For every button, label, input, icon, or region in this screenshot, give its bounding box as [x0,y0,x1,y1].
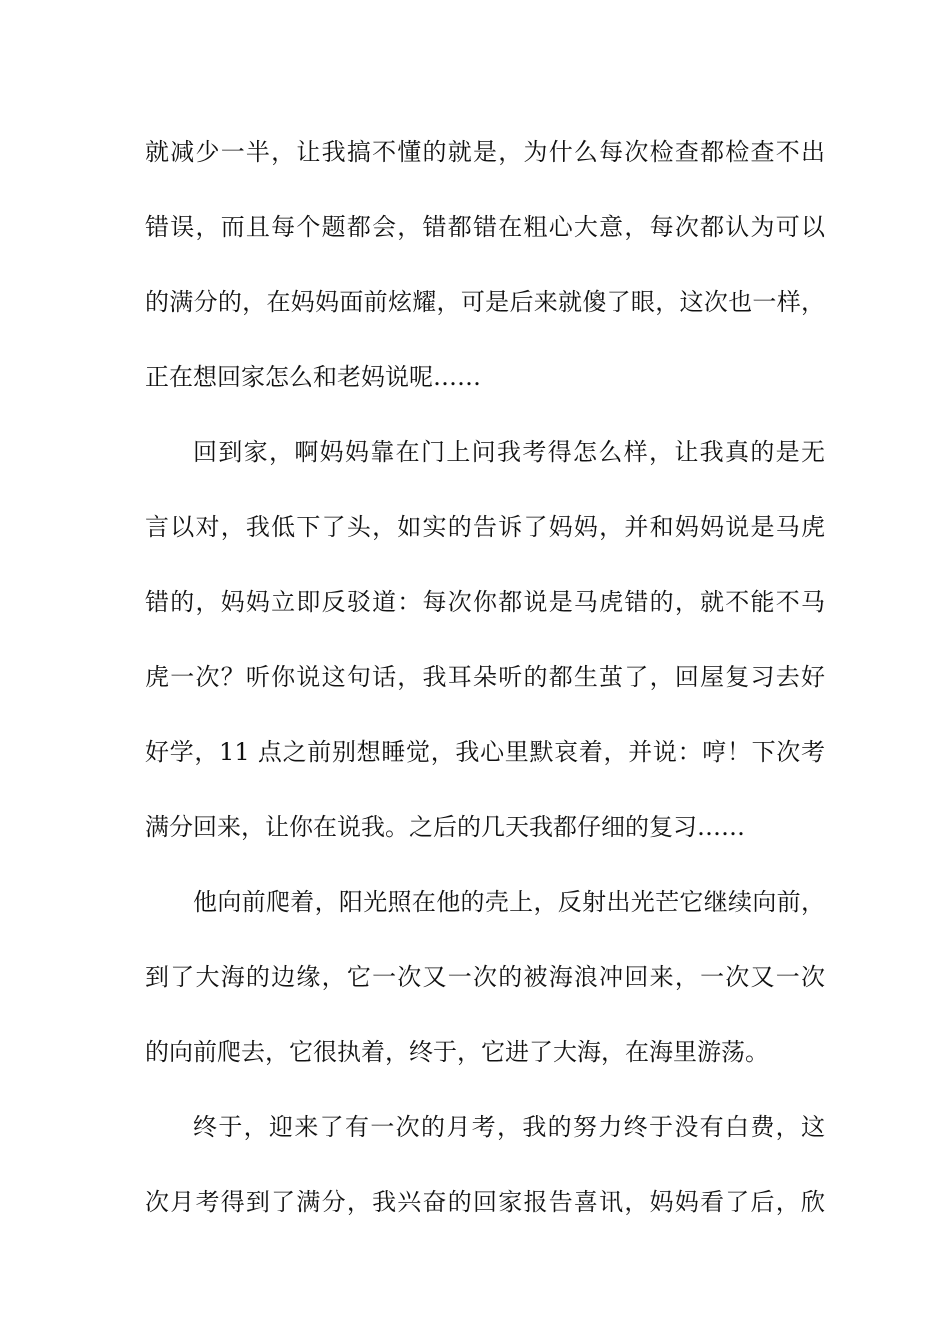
text-line: 正在想回家怎么和老妈说呢…… [145,363,481,391]
text-line: 到了大海的边缘，它一次又一次的被海浪冲回来，一次又一次 [145,963,825,991]
text-line: 好学，11 点之前别想睡觉，我心里默哀着，并说：哼！下次考 [145,738,825,766]
paragraph-first-line: 终于，迎来了有一次的月考，我的努力终于没有白费，这 [193,1113,825,1141]
text-line: 错误，而且每个题都会，错都错在粗心大意，每次都认为可以 [145,213,825,241]
paragraph-first-line: 他向前爬着，阳光照在他的壳上，反射出光芒它继续向前， [193,888,825,916]
text-line: 的满分的，在妈妈面前炫耀，可是后来就傻了眼，这次也一样， [145,288,825,316]
text-line: 虎一次？听你说这句话，我耳朵听的都生茧了，回屋复习去好 [145,663,825,691]
paragraph-first-line: 回到家，啊妈妈靠在门上问我考得怎么样，让我真的是无 [193,438,825,466]
text-line: 错的，妈妈立即反驳道：每次你都说是马虎错的，就不能不马 [145,588,825,616]
text-line: 就减少一半，让我搞不懂的就是，为什么每次检查都检查不出 [145,138,825,166]
text-line: 次月考得到了满分，我兴奋的回家报告喜讯，妈妈看了后，欣 [145,1188,825,1216]
text-line: 言以对，我低下了头，如实的告诉了妈妈，并和妈妈说是马虎 [145,513,825,541]
text-line: 满分回来，让你在说我。之后的几天我都仔细的复习…… [145,813,745,841]
text-line: 的向前爬去，它很执着，终于，它进了大海，在海里游荡。 [145,1038,769,1066]
